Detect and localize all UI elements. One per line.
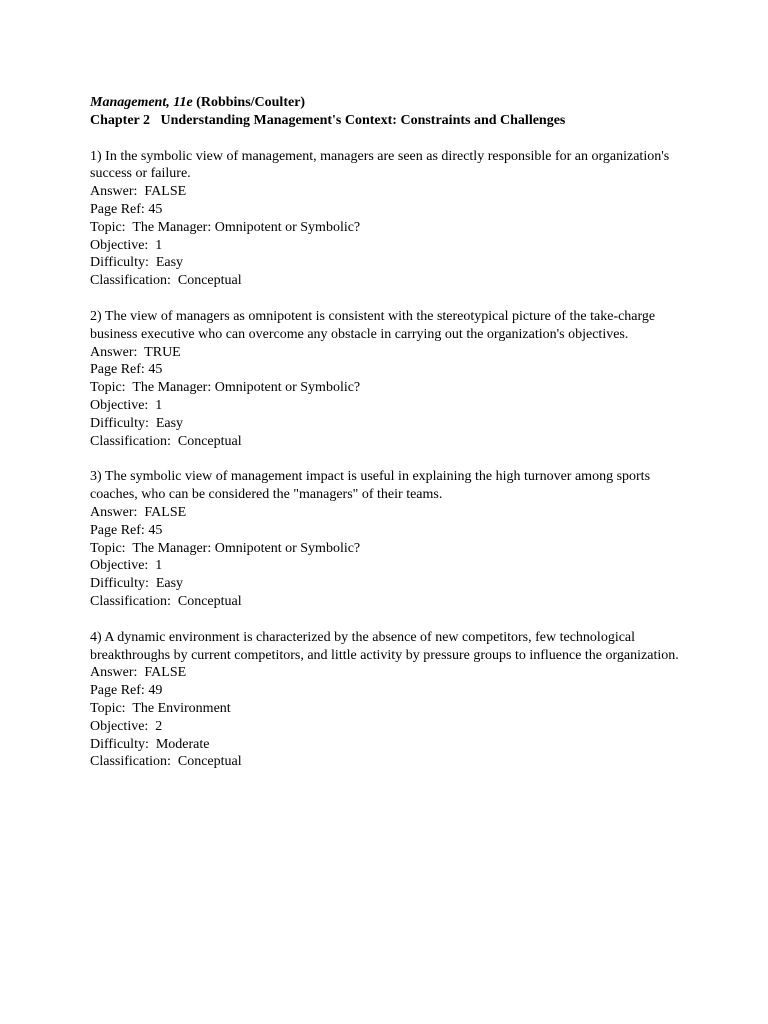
question-block xyxy=(90,148,680,290)
objective-line: Objective: 1 xyxy=(90,397,163,413)
document-page xyxy=(90,94,680,771)
answer-line: Answer: FALSE xyxy=(90,504,187,520)
topic-line: Topic: The Manager: Omnipotent or Symbolic? xyxy=(90,219,361,235)
objective-line: Objective: 1 xyxy=(90,237,163,253)
chapter-heading: Chapter 2 Understanding Management's Context: Constraints and Challenges xyxy=(90,112,566,128)
classification-line: Classification: Conceptual xyxy=(90,593,242,609)
book-authors: (Robbins/Coulter) xyxy=(192,95,306,110)
answer-line: Answer: TRUE xyxy=(90,344,181,360)
classification-line: Classification: Conceptual xyxy=(90,433,242,449)
page-ref-line: Page Ref: 45 xyxy=(90,522,163,538)
topic-line: Topic: The Environment xyxy=(90,700,231,716)
page-ref-line: Page Ref: 45 xyxy=(90,201,163,217)
question-text: 3) The symbolic view of management impact is useful in explaining the high turnover among sports coaches, who can be considered the "managers" of their teams. xyxy=(90,469,651,503)
book-header xyxy=(90,94,680,112)
topic-line: Topic: The Manager: Omnipotent or Symbolic? xyxy=(90,540,361,556)
objective-line: Objective: 1 xyxy=(90,558,163,574)
book-title: Management, 11e xyxy=(90,95,193,110)
question-text: 1) In the symbolic view of management, managers are seen as directly responsible for an organization's success or failure. xyxy=(90,148,670,182)
difficulty-line: Difficulty: Easy xyxy=(90,255,184,271)
question-block xyxy=(90,468,680,610)
page-ref-line: Page Ref: 49 xyxy=(90,683,163,699)
objective-line: Objective: 2 xyxy=(90,718,163,734)
topic-line: Topic: The Manager: Omnipotent or Symbolic? xyxy=(90,380,361,396)
answer-line: Answer: FALSE xyxy=(90,184,187,200)
answer-line: Answer: FALSE xyxy=(90,665,187,681)
difficulty-line: Difficulty: Easy xyxy=(90,576,184,592)
question-text: 2) The view of managers as omnipotent is consistent with the stereotypical picture of the take-charge business executive who can overcome any obstacle in carrying out the organization's objectives. xyxy=(90,308,656,342)
difficulty-line: Difficulty: Moderate xyxy=(90,736,210,752)
page-ref-line: Page Ref: 45 xyxy=(90,362,163,378)
question-block xyxy=(90,308,680,450)
difficulty-line: Difficulty: Easy xyxy=(90,415,184,431)
question-text: 4) A dynamic environment is characterized by the absence of new competitors, few technological breakthroughs by current competitors, and little activity by pressure groups to influence the organization. xyxy=(90,629,679,663)
classification-line: Classification: Conceptual xyxy=(90,754,242,770)
classification-line: Classification: Conceptual xyxy=(90,273,242,289)
question-block xyxy=(90,629,680,771)
